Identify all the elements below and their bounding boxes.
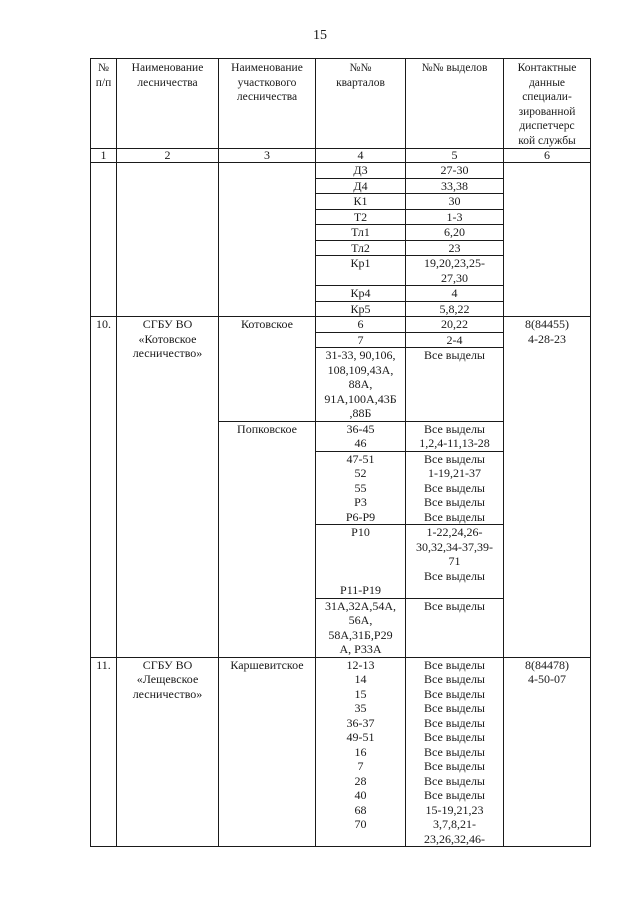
- quarter-value: 40: [354, 788, 367, 802]
- allotment-value: Все выделы: [423, 568, 485, 583]
- allotment-cell: [406, 225, 504, 241]
- quarter-value: 88А,: [348, 377, 373, 391]
- allotment-value: 15-19,21,23: [425, 802, 484, 817]
- column-number: 1: [91, 149, 117, 163]
- quarter-value: 68: [354, 802, 367, 817]
- allotment-cell: [406, 657, 504, 847]
- allotment-value: 6,20: [444, 225, 465, 239]
- forestry-name-cell: [117, 163, 219, 317]
- quarter-value: 47-51: [346, 451, 375, 466]
- allotment-value: 5,8,22: [439, 301, 470, 316]
- quarter-value: 35: [354, 701, 367, 715]
- forestry-name-cell: [117, 317, 219, 658]
- allotment-value: 23: [448, 240, 461, 255]
- allotment-cell: [406, 178, 504, 194]
- allotment-value: 19,20,23,25-: [424, 256, 485, 270]
- quarter-value: 7: [357, 332, 364, 347]
- quarter-value: 70: [354, 817, 367, 831]
- subforestry-cell: Каршевитское: [219, 657, 316, 847]
- quarter-value: ,88Б: [349, 406, 372, 420]
- quarter-value: Т2: [353, 209, 368, 224]
- allotment-value: Все выделы: [423, 788, 485, 802]
- column-number: 3: [219, 149, 316, 163]
- header-line: участкового: [237, 76, 297, 89]
- allotment-value: Все выделы: [423, 657, 485, 672]
- quarter-value: 36-45: [346, 421, 375, 436]
- quarter-cell: [316, 451, 406, 525]
- allotment-value: 33,38: [441, 178, 468, 193]
- quarter-value: 15: [354, 686, 367, 701]
- header-line: №: [98, 62, 109, 74]
- quarter-cell: [316, 178, 406, 194]
- allotment-value: 30,32,34-37,39-: [416, 539, 493, 554]
- quarter-value: 31-33, 90,106,: [325, 348, 396, 362]
- allotment-value: Все выделы: [423, 701, 485, 715]
- column-number: 6: [504, 149, 591, 163]
- column-header: [117, 59, 219, 149]
- allotment-value: Все выделы: [423, 509, 485, 524]
- header-line: кварталов: [336, 76, 385, 89]
- header-line: п/п: [95, 76, 112, 89]
- header-line: Контактные: [517, 62, 577, 74]
- allotment-cell: [406, 598, 504, 657]
- allotment-value: 1-22,24,26-: [426, 525, 483, 539]
- quarter-value: [319, 540, 402, 555]
- quarter-value: 52: [354, 466, 367, 480]
- column-header: [219, 59, 316, 149]
- quarter-value: А, Р33А: [339, 642, 382, 656]
- quarter-cell: [316, 225, 406, 241]
- quarter-value: 28: [354, 773, 367, 788]
- forestry-name-line: СГБУ ВО: [142, 657, 193, 672]
- quarter-value: 31А,32А,54А,: [325, 598, 396, 613]
- allotment-value: 71: [448, 554, 461, 568]
- quarter-value: 6: [357, 317, 364, 331]
- quarter-value: 16: [354, 744, 367, 759]
- column-number: 4: [316, 149, 406, 163]
- allotment-value: 1,2,4-11,13-28: [419, 436, 490, 450]
- quarter-value: 108,109,43А,: [327, 362, 394, 377]
- column-header: [91, 59, 117, 149]
- quarter-value: Тл1: [351, 225, 370, 239]
- quarter-value: 91А,100А,43Б: [324, 391, 397, 406]
- quarter-value: 58А,31Б,Р29: [328, 627, 393, 642]
- header-row: [91, 59, 591, 149]
- quarter-value: 14: [354, 672, 367, 686]
- contact-cell: [504, 163, 591, 317]
- allotment-value: 4: [451, 286, 458, 300]
- page-number: 15: [313, 28, 327, 43]
- allotment-value: 27-30: [440, 163, 469, 177]
- forestry-table: [90, 58, 591, 847]
- allotment-cell: [406, 525, 504, 599]
- quarter-value: Д4: [353, 178, 368, 193]
- quarter-cell: [316, 163, 406, 179]
- header-line: кой службы: [518, 134, 576, 147]
- quarter-value: 12-13: [346, 657, 375, 672]
- quarter-value: 55: [354, 480, 367, 495]
- quarter-value: К1: [353, 194, 368, 208]
- quarter-value: Р11-Р19: [340, 583, 381, 597]
- quarter-value: Р10: [351, 525, 370, 539]
- row-number-cell: 11.: [91, 657, 117, 847]
- allotment-value: Все выделы: [423, 480, 485, 495]
- allotment-cell: [406, 286, 504, 302]
- allotment-value: Все выделы: [423, 686, 485, 701]
- allotment-cell: [406, 256, 504, 286]
- allotment-value: Все выделы: [423, 495, 485, 509]
- quarter-value: Кр5: [350, 301, 371, 316]
- quarter-value: 49-51: [346, 730, 375, 744]
- forestry-name-line: лесничество»: [132, 686, 203, 701]
- quarter-value: Кр1: [350, 256, 371, 270]
- allotment-cell: [406, 451, 504, 525]
- table-row: [91, 317, 591, 333]
- quarter-cell: [316, 194, 406, 210]
- allotment-value: Все выделы: [423, 759, 485, 773]
- allotment-value: Все выделы: [423, 773, 485, 788]
- allotment-value: Все выделы: [423, 598, 485, 613]
- quarter-cell: [316, 657, 406, 847]
- allotment-value: Все выделы: [423, 451, 485, 466]
- quarter-value: 56А,: [348, 613, 373, 627]
- contact-line: 8(84455): [525, 317, 569, 331]
- allotment-value: Все выделы: [423, 672, 485, 686]
- forestry-name-cell: [117, 657, 219, 847]
- allotment-value: 3,7,8,21-: [433, 817, 476, 831]
- column-number-row: [91, 149, 591, 163]
- header-line: Наименование: [131, 62, 204, 74]
- quarter-cell: [316, 209, 406, 225]
- forestry-name-line: лесничество»: [132, 346, 203, 360]
- header-line: зированной: [518, 105, 576, 118]
- quarter-cell: [316, 598, 406, 657]
- header-line: диспетчерс: [519, 120, 575, 132]
- header-line: №№: [349, 62, 372, 74]
- allotment-cell: [406, 317, 504, 333]
- allotment-cell: [406, 209, 504, 225]
- row-number-cell: 10.: [91, 317, 117, 658]
- quarter-value: Р3: [354, 495, 367, 509]
- quarter-cell: [316, 421, 406, 451]
- contact-cell: [504, 657, 591, 847]
- subforestry-cell: Котовское: [219, 317, 316, 422]
- table-row: [91, 163, 591, 179]
- quarter-cell: [316, 525, 406, 599]
- column-header: [504, 59, 591, 149]
- quarter-value: Кр4: [350, 286, 371, 300]
- row-number-cell: [91, 163, 117, 317]
- allotment-cell: [406, 163, 504, 179]
- allotment-value: 30: [448, 194, 461, 208]
- quarter-value: Тл2: [351, 240, 370, 255]
- quarter-value: 7: [357, 759, 364, 773]
- allotment-value: Все выделы: [423, 348, 485, 362]
- allotment-value: Все выделы: [423, 744, 485, 759]
- header-line: лесничества: [236, 91, 298, 103]
- allotment-value: 2-4: [446, 332, 463, 347]
- header-line: лесничества: [137, 76, 198, 89]
- contact-line: 4-50-07: [528, 672, 566, 686]
- quarter-cell: [316, 332, 406, 348]
- header-line: Наименование: [231, 62, 303, 74]
- contact-line: 4-28-23: [528, 331, 566, 346]
- allotment-value: Все выделы: [423, 715, 485, 730]
- column-header: [316, 59, 406, 149]
- allotment-cell: [406, 332, 504, 348]
- quarter-value: [319, 569, 402, 584]
- allotment-value: 1-3: [446, 209, 463, 224]
- allotment-value: 1-19,21-37: [428, 466, 481, 480]
- quarter-cell: [316, 317, 406, 333]
- contact-cell: [504, 317, 591, 658]
- header-line: данные: [528, 76, 566, 89]
- allotment-cell: [406, 194, 504, 210]
- quarter-cell: [316, 348, 406, 422]
- column-number: 2: [117, 149, 219, 163]
- allotment-cell: [406, 348, 504, 422]
- forestry-name-line: СГБУ ВО: [142, 317, 193, 331]
- allotment-value: Все выделы: [423, 421, 485, 436]
- quarter-cell: [316, 256, 406, 286]
- header-line: №№ выделов: [421, 62, 488, 74]
- contact-line: 8(84478): [525, 657, 569, 672]
- quarter-value: Р6-Р9: [345, 509, 376, 524]
- allotment-value: 20,22: [441, 317, 468, 331]
- column-number: 5: [406, 149, 504, 163]
- allotment-value: 23,26,32,46-: [424, 831, 485, 846]
- header-line: специали-: [522, 91, 572, 103]
- allotment-cell: [406, 240, 504, 256]
- allotment-value: 27,30: [441, 270, 468, 285]
- quarter-cell: [316, 301, 406, 317]
- quarter-value: Д3: [353, 163, 368, 177]
- allotment-cell: [406, 301, 504, 317]
- allotment-value: Все выделы: [423, 730, 485, 744]
- quarter-value: [319, 554, 402, 569]
- forestry-name-line: «Котовское: [138, 331, 197, 346]
- allotment-cell: [406, 421, 504, 451]
- subforestry-cell: [219, 163, 316, 317]
- column-header: [406, 59, 504, 149]
- subforestry-cell: Попковское: [219, 421, 316, 657]
- quarter-cell: [316, 240, 406, 256]
- quarter-cell: [316, 286, 406, 302]
- table-row: [91, 657, 591, 847]
- quarter-value: 36-37: [346, 715, 375, 730]
- quarter-value: 46: [354, 436, 367, 450]
- forestry-name-line: «Лещевское: [136, 672, 199, 686]
